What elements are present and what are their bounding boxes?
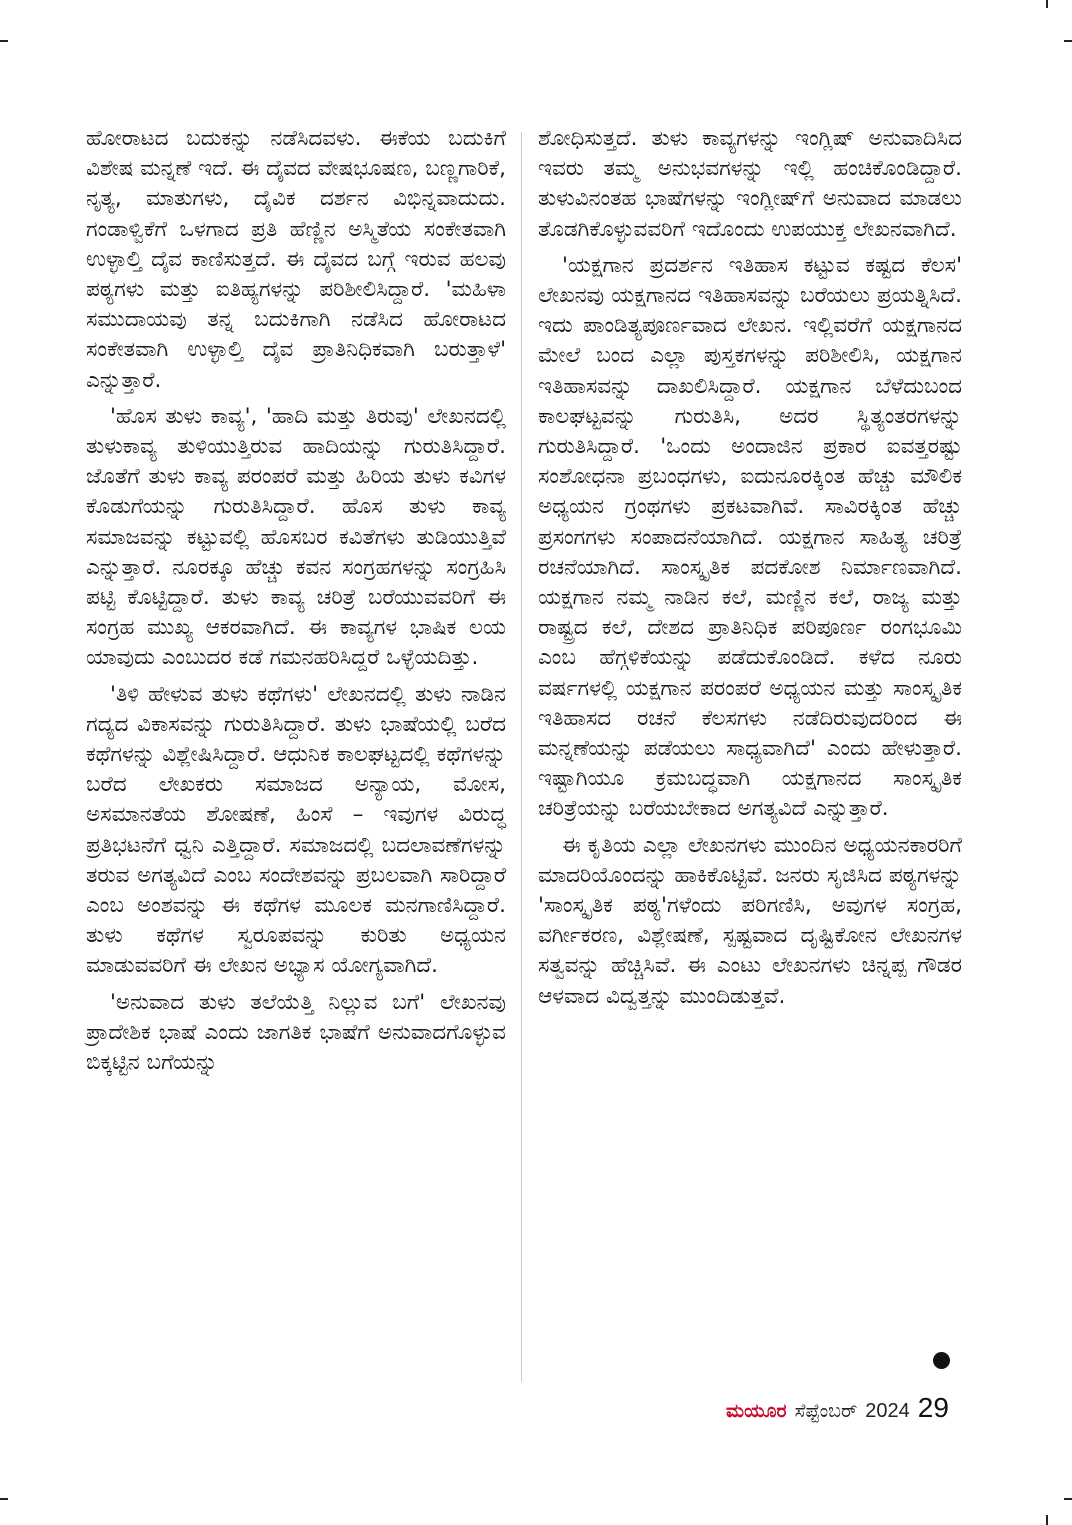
issue-month: ಸೆಪ್ಟೆಂಬರ್ [794, 1400, 858, 1422]
crop-mark-bottom-right [1064, 1498, 1072, 1500]
crop-mark-bottom [1046, 1515, 1048, 1525]
paragraph: 'ಯಕ್ಷಗಾನ ಪ್ರದರ್ಶನ ಇತಿಹಾಸ ಕಟ್ಟುವ ಕಷ್ಟದ ಕೆಲಸ' ಲೇಖನವು ಯಕ್ಷಗಾನದ ಇತಿಹಾಸವನ್ನು ಬರೆಯಲು ಪ್ರಯತ್ನಿಸಿದೆ. ಇದು ಪಾಂಡಿತ್ಯಪೂರ್ಣವಾದ ಲೇಖನ. ಇಲ್ಲಿವರೆಗೆ ಯಕ್ಷಗಾನದ ಮೇಲೆ ಬಂದ ಎಲ್ಲಾ ಪುಸ್ತಕಗಳನ್ನು ಪರಿಶೀಲಿಸಿ, ಯಕ್ಷಗಾನ ಇತಿಹಾಸವನ್ನು ದಾಖಲಿಸಿದ್ದಾರೆ. ಯಕ್ಷಗಾನ ಬೆಳೆದುಬಂದ ಕಾಲಘಟ್ಟವನ್ನು ಗುರುತಿಸಿ, ಅದರ ಸ್ಥಿತ್ಯಂತರಗಳನ್ನು ಗುರುತಿಸಿದ್ದಾರೆ. 'ಒಂದು ಅಂದಾಜಿನ ಪ್ರಕಾರ ಐವತ್ತರಷ್ಟು ಸಂಶೋಧನಾ ಪ್ರಬಂಧಗಳು, ಐದುನೂರಕ್ಕಿಂತ ಹೆಚ್ಚು ಮೌಲಿಕ ಅಧ್ಯಯನ ಗ್ರಂಥಗಳು ಪ್ರಕಟವಾಗಿವೆ. ಸಾವಿರಕ್ಕಿಂತ ಹೆಚ್ಚು ಪ್ರಸಂಗಗಳು ಸಂಪಾದನೆಯಾಗಿದೆ. ಯಕ್ಷಗಾನ ಸಾಹಿತ್ಯ ಚರಿತ್ರೆ ರಚನೆಯಾಗಿದೆ. ಸಾಂಸ್ಕೃತಿಕ ಪದಕೋಶ ನಿರ್ಮಾಣವಾಗಿದೆ. ಯಕ್ಷಗಾನ ನಮ್ಮ ನಾಡಿನ ಕಲೆ, ಮಣ್ಣಿನ ಕಲೆ, ರಾಜ್ಯ ಮತ್ತು ರಾಷ್ಟ್ರದ ಕಲೆ, ದೇಶದ ಪ್ರಾತಿನಿಧಿಕ ಪರಿಪೂರ್ಣ ರಂಗಭೂಮಿ ಎಂಬ ಹೆಗ್ಗಳಿಕೆಯನ್ನು ಪಡೆದುಕೊಂಡಿದೆ. ಕಳೆದ ನೂರು ವರ್ಷಗಳಲ್ಲಿ ಯಕ್ಷಗಾನ ಪರಂಪರೆ ಅಧ್ಯಯನ ಮತ್ತು ಸಾಂಸ್ಕೃತಿಕ ಇತಿಹಾಸದ ರಚನೆ ಕೆಲಸಗಳು ನಡೆದಿರುವುದರಿಂದ ಈ ಮನ್ನಣೆಯನ್ನು ಪಡೆಯಲು ಸಾಧ್ಯವಾಗಿದೆ' ಎಂದು ಹೇಳುತ್ತಾರೆ. ಇಷ್ಟಾಗಿಯೂ ಕ್ರಮಬದ್ಧವಾಗಿ ಯಕ್ಷಗಾನದ ಸಾಂಸ್ಕೃತಿಕ ಚರಿತ್ರೆಯನ್ನು ಬರೆಯಬೇಕಾದ ಅಗತ್ಯವಿದೆ ಎನ್ನುತ್ತಾರೆ. [538, 252, 962, 822]
end-of-article-bullet [933, 1352, 950, 1369]
article-column-right [538, 124, 962, 1018]
page-footer [726, 1392, 949, 1424]
crop-mark-left [0, 40, 8, 42]
paragraph: ಶೋಧಿಸುತ್ತದೆ. ತುಳು ಕಾವ್ಯಗಳನ್ನು ಇಂಗ್ಲಿಷ್ ಅನುವಾದಿಸಿದ ಇವರು ತಮ್ಮ ಅನುಭವಗಳನ್ನು ಇಲ್ಲಿ ಹಂಚಿಕೊಂಡಿದ್ದಾರೆ. ತುಳುವಿನಂತಹ ಭಾಷೆಗಳನ್ನು ಇಂಗ್ಲೀಷ್‌ಗೆ ಅನುವಾದ ಮಾಡಲು ತೊಡಗಿಕೊಳ್ಳುವವರಿಗೆ ಇದೊಂದು ಉಪಯುಕ್ತ ಲೇಖನವಾಗಿದೆ. [538, 126, 962, 242]
paragraph: 'ಹೊಸ ತುಳು ಕಾವ್ಯ', 'ಹಾದಿ ಮತ್ತು ತಿರುವು' ಲೇಖನದಲ್ಲಿ ತುಳುಕಾವ್ಯ ತುಳಿಯುತ್ತಿರುವ ಹಾದಿಯನ್ನು ಗುರುತಿಸಿದ್ದಾರೆ. ಜೊತೆಗೆ ತುಳು ಕಾವ್ಯ ಪರಂಪರೆ ಮತ್ತು ಹಿರಿಯ ತುಳು ಕವಿಗಳ ಕೊಡುಗೆಯನ್ನು ಗುರುತಿಸಿದ್ದಾರೆ. ಹೊಸ ತುಳು ಕಾವ್ಯ ಸಮಾಜವನ್ನು ಕಟ್ಟುವಲ್ಲಿ ಹೊಸಬರ ಕವಿತೆಗಳು ತುಡಿಯುತ್ತಿವೆ ಎನ್ನುತ್ತಾರೆ. ನೂರಕ್ಕೂ ಹೆಚ್ಚು ಕವನ ಸಂಗ್ರಹಗಳನ್ನು ಸಂಗ್ರಹಿಸಿ ಪಟ್ಟಿ ಕೊಟ್ಟಿದ್ದಾರೆ. ತುಳು ಕಾವ್ಯ ಚರಿತ್ರೆ ಬರೆಯುವವರಿಗೆ ಈ ಸಂಗ್ರಹ ಮುಖ್ಯ ಆಕರವಾಗಿದೆ. ಈ ಕಾವ್ಯಗಳ ಭಾಷಿಕ ಲಯ ಯಾವುದು ಎಂಬುದರ ಕಡೆ ಗಮನಹರಿಸಿದ್ದರೆ ಒಳ್ಳೆಯದಿತ್ತು. [86, 403, 506, 671]
article-column-left [86, 124, 506, 1084]
paragraph: ಹೋರಾಟದ ಬದುಕನ್ನು ನಡೆಸಿದವಳು. ಈಕೆಯ ಬದುಕಿಗೆ ವಿಶೇಷ ಮನ್ನಣೆ ಇದೆ. ಈ ದೈವದ ವೇಷಭೂಷಣ, ಬಣ್ಣಗಾರಿಕೆ, ನೃತ್ಯ, ಮಾತುಗಳು, ದೈವಿಕ ದರ್ಶನ ವಿಭಿನ್ನವಾದುದು. ಗಂಡಾಳ್ವಿಕೆಗೆ ಒಳಗಾದ ಪ್ರತಿ ಹೆಣ್ಣಿನ ಅಸ್ಮಿತೆಯ ಸಂಕೇತವಾಗಿ ಉಳ್ಳಾಲ್ತಿ ದೈವ ಕಾಣಿಸುತ್ತದೆ. ಈ ದೈವದ ಬಗ್ಗೆ ಇರುವ ಹಲವು ಪಠ್ಯಗಳು ಮತ್ತು ಐತಿಹ್ಯಗಳನ್ನು ಪರಿಶೀಲಿಸಿದ್ದಾರೆ. 'ಮಹಿಳಾ ಸಮುದಾಯವು ತನ್ನ ಬದುಕಿಗಾಗಿ ನಡೆಸಿದ ಹೋರಾಟದ ಸಂಕೇತವಾಗಿ ಉಳ್ಳಾಲ್ತಿ ದೈವ ಪ್ರಾತಿನಿಧಿಕವಾಗಿ ಬರುತ್ತಾಳೆ' ಎನ್ನುತ್ತಾರೆ. [86, 126, 506, 393]
paragraph: 'ಅನುವಾದ ತುಳು ತಲೆಯೆತ್ತಿ ನಿಲ್ಲುವ ಬಗೆ' ಲೇಖನವು ಪ್ರಾದೇಶಿಕ ಭಾಷೆ ಎಂದು ಜಾಗತಿಕ ಭಾಷೆಗೆ ಅನುವಾದಗೊಳ್ಳುವ ಬಿಕ್ಕಟ್ಟಿನ ಬಗೆಯನ್ನು [86, 989, 506, 1076]
page-number: 29 [917, 1392, 949, 1423]
column-divider [521, 132, 522, 1382]
crop-mark-right [1064, 40, 1072, 42]
magazine-logo: ಮಯೂರ [726, 1400, 787, 1422]
paragraph: 'ತಿಳಿ ಹೇಳುವ ತುಳು ಕಥೆಗಳು' ಲೇಖನದಲ್ಲಿ ತುಳು ನಾಡಿನ ಗದ್ಯದ ವಿಕಾಸವನ್ನು ಗುರುತಿಸಿದ್ದಾರೆ. ತುಳು ಭಾಷೆಯಲ್ಲಿ ಬರೆದ ಕಥೆಗಳನ್ನು ವಿಶ್ಲೇಷಿಸಿದ್ದಾರೆ. ಆಧುನಿಕ ಕಾಲಘಟ್ಟದಲ್ಲಿ ಕಥೆಗಳನ್ನು ಬರೆದ ಲೇಖಕರು ಸಮಾಜದ ಅನ್ಯಾಯ, ಮೋಸ, ಅಸಮಾನತೆಯ ಶೋಷಣೆ, ಹಿಂಸೆ – ಇವುಗಳ ವಿರುದ್ಧ ಪ್ರತಿಭಟನೆಗೆ ಧ್ವನಿ ಎತ್ತಿದ್ದಾರೆ. ಸಮಾಜದಲ್ಲಿ ಬದಲಾವಣೆಗಳನ್ನು ತರುವ ಅಗತ್ಯವಿದೆ ಎಂಬ ಸಂದೇಶವನ್ನು ಪ್ರಬಲವಾಗಿ ಸಾರಿದ್ದಾರೆ ಎಂಬ ಅಂಶವನ್ನು ಈ ಕಥೆಗಳ ಮೂಲಕ ಮನಗಾಣಿಸಿದ್ದಾರೆ. ತುಳು ಕಥೆಗಳ ಸ್ವರೂಪವನ್ನು ಕುರಿತು ಅಧ್ಯಯನ ಮಾಡುವವರಿಗೆ ಈ ಲೇಖನ ಅಭ್ಯಾಸ ಯೋಗ್ಯವಾಗಿದೆ. [86, 681, 506, 979]
paragraph: ಈ ಕೃತಿಯ ಎಲ್ಲಾ ಲೇಖನಗಳು ಮುಂದಿನ ಅಧ್ಯಯನಕಾರರಿಗೆ ಮಾದರಿಯೊಂದನ್ನು ಹಾಕಿಕೊಟ್ಟಿವೆ. ಜನರು ಸೃಜಿಸಿದ ಪಠ್ಯಗಳನ್ನು 'ಸಾಂಸ್ಕೃತಿಕ ಪಠ್ಯ'ಗಳೆಂದು ಪರಿಗಣಿಸಿ, ಅವುಗಳ ಸಂಗ್ರಹ, ವರ್ಗೀಕರಣ, ವಿಶ್ಲೇಷಣೆ, ಸ್ಪಷ್ಟವಾದ ದೃಷ್ಟಿಕೋನ ಲೇಖನಗಳ ಸತ್ವವನ್ನು ಹೆಚ್ಚಿಸಿವೆ. ಈ ಎಂಟು ಲೇಖನಗಳು ಚಿನ್ನಪ್ಪ ಗೌಡರ ಆಳವಾದ ವಿದ್ವತ್ತನ್ನು ಮುಂದಿಡುತ್ತವೆ. [538, 832, 962, 1009]
crop-mark-top [1046, 0, 1048, 8]
crop-mark-bottom-left [0, 1498, 8, 1500]
issue-year: 2024 [865, 1400, 910, 1422]
